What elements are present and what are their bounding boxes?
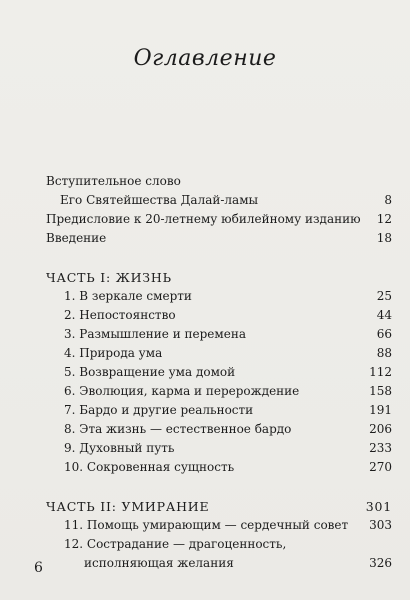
toc-entry-label: Его Святейшества Далай-ламы <box>60 193 259 207</box>
toc-entry-label: 9. Духовный путь <box>64 441 175 455</box>
toc-entry-page: 326 <box>369 556 392 570</box>
toc-chapter <box>46 420 392 439</box>
toc-entry-page: 206 <box>369 422 392 436</box>
toc-entry-label-line2: исполняющая желания <box>84 556 234 570</box>
toc-entry-label: 10. Сокровенная сущность <box>64 460 235 474</box>
toc-chapter <box>46 325 392 344</box>
toc-chapter <box>46 439 392 458</box>
toc-entry-label: 2. Непостоянство <box>64 308 176 322</box>
toc-entry-label <box>46 535 286 573</box>
toc-entry-page: 66 <box>376 327 392 341</box>
toc-entry-dalai-lama <box>46 191 392 210</box>
toc-entry-introduction <box>46 229 392 248</box>
toc-chapter <box>46 344 392 363</box>
toc-entry-label: 6. Эволюция, карма и перерождение <box>64 384 300 398</box>
toc-chapter <box>46 363 392 382</box>
toc-entry-label-line1: 12. Сострадание — драгоценность, <box>64 537 287 551</box>
part-heading-page: 301 <box>365 499 392 514</box>
part-heading-label: ЧАСТЬ II: УМИРАНИЕ <box>46 499 210 514</box>
toc-entry-label: 11. Помощь умирающим — сердечный совет <box>64 518 349 532</box>
toc-entry-label: 8. Эта жизнь — естественное бардо <box>64 422 292 436</box>
toc-entry-page: 88 <box>376 346 392 360</box>
toc-entry-page: 303 <box>369 518 392 532</box>
part-heading-dying <box>46 497 392 516</box>
toc-entry-label: 4. Природа ума <box>64 346 163 360</box>
toc-entry-page: 8 <box>384 193 392 207</box>
table-of-contents <box>46 172 392 573</box>
toc-chapter <box>46 535 392 573</box>
toc-chapter <box>46 401 392 420</box>
toc-entry-label: 3. Размышление и перемена <box>64 327 246 341</box>
toc-entry-page: 270 <box>369 460 392 474</box>
toc-chapter <box>46 306 392 325</box>
toc-entry-foreword <box>46 172 392 191</box>
toc-entry-page: 44 <box>376 308 392 322</box>
part-heading-label: ЧАСТЬ I: ЖИЗНЬ <box>46 270 172 285</box>
page-title: Оглавление <box>133 46 277 71</box>
toc-entry-label: Предисловие к 20-летнему юбилейному изданию <box>46 212 361 226</box>
toc-entry-page: 25 <box>376 289 392 303</box>
toc-entry-label: Вступительное слово <box>46 174 181 188</box>
toc-entry-preface <box>46 210 392 229</box>
toc-chapter <box>46 287 392 306</box>
toc-entry-label: 5. Возвращение ума домой <box>64 365 236 379</box>
toc-entry-page: 191 <box>369 403 392 417</box>
toc-entry-page: 158 <box>369 384 392 398</box>
part-heading-life <box>46 268 392 287</box>
toc-chapter <box>46 382 392 401</box>
toc-entry-page: 18 <box>376 231 392 245</box>
toc-entry-page: 233 <box>369 441 392 455</box>
toc-entry-page: 112 <box>369 365 392 379</box>
toc-entry-label: 7. Бардо и другие реальности <box>64 403 254 417</box>
toc-entry-page: 12 <box>376 212 392 226</box>
page-number: 6 <box>34 560 43 576</box>
toc-chapter <box>46 458 392 477</box>
toc-entry-label: Введение <box>46 231 107 245</box>
toc-entry-label: 1. В зеркале смерти <box>64 289 192 303</box>
toc-chapter <box>46 516 392 535</box>
